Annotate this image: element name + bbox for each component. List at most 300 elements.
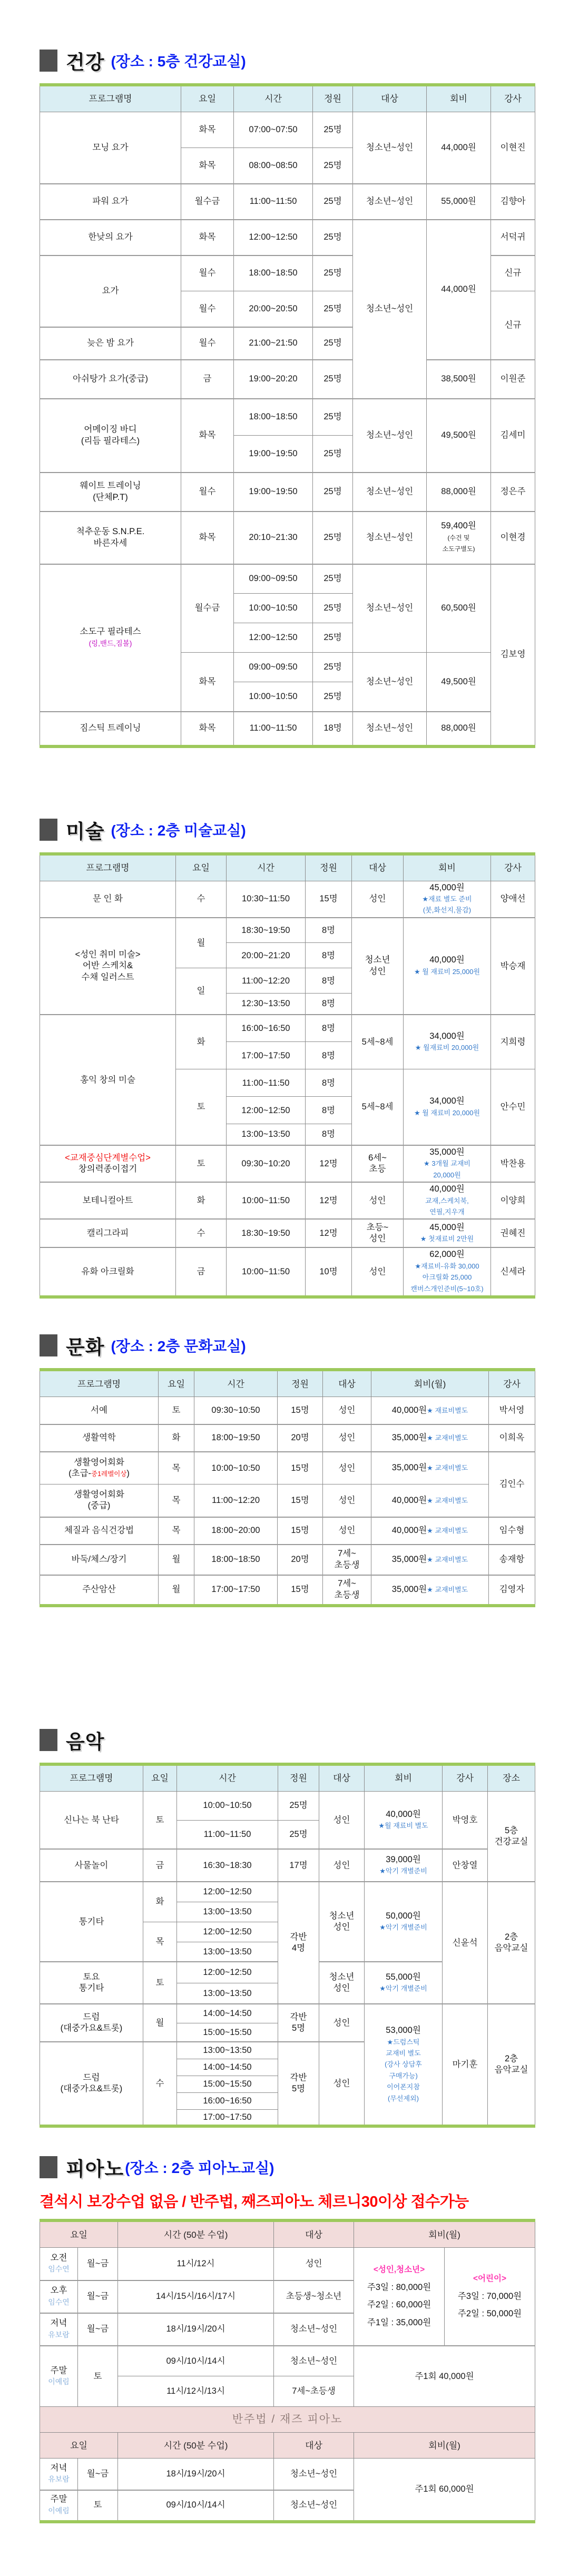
table-cell: 09시/10시/14시 [118, 2490, 274, 2522]
table-cell: 18:30~19:50 [227, 1219, 306, 1247]
table-cell: 40,000원 교재,스케치북, 연필,지우개 [404, 1182, 491, 1219]
table-cell: 40,000원★ 재료비별도 [371, 1397, 489, 1424]
header-cell: 회비 [404, 854, 491, 881]
header-row [40, 2433, 535, 2459]
header-cell: 강사 [491, 85, 535, 112]
table-cell: 청소년 성인 [319, 1962, 365, 2004]
table-cell: 44,000원 [427, 220, 491, 360]
table-cell: 35,000원★ 교재비별도 [371, 1575, 489, 1606]
table-cell: 월수금 [181, 564, 234, 653]
culture-table [40, 1368, 535, 1607]
header-cell: 회비(월) [354, 2433, 535, 2459]
table-row [40, 360, 535, 399]
table-cell: 25명 [313, 512, 353, 564]
table-cell: 09:00~09:50 [234, 653, 313, 682]
table-cell: 안수민 [491, 1069, 535, 1145]
table-row [40, 1484, 535, 1517]
section-music-title-row [40, 1726, 569, 1754]
table-cell: 척추운동 S.N.P.E. 바른자세 [40, 512, 181, 564]
table-cell: 금 [176, 1247, 227, 1297]
header-cell: 회비 [427, 85, 491, 112]
header-cell: 정원 [278, 1764, 319, 1792]
table-cell: 월 [159, 1575, 194, 1606]
table-cell: 목 [159, 1517, 194, 1545]
table-cell: 09:30~10:50 [194, 1397, 278, 1424]
table-cell: 13:00~13:50 [177, 1942, 278, 1962]
table-cell: 통기타 [40, 1882, 143, 1962]
table-cell: 늦은 밤 요가 [40, 327, 181, 360]
table-cell: 15명 [278, 1397, 323, 1424]
table-cell: 초등~ 성인 [352, 1219, 404, 1247]
table-cell: 신규 [491, 291, 535, 360]
section-bullet-icon [40, 1729, 57, 1751]
header-cell: 시간 [227, 854, 306, 881]
table-cell: 12명 [306, 1145, 352, 1182]
table-cell: 이원준 [491, 360, 535, 399]
header-cell: 회비(월) [371, 1370, 489, 1397]
table-cell: 청소년~성인 [353, 653, 427, 712]
table-cell: 11:00~11:50 [234, 712, 313, 746]
table-cell: 13:00~13:50 [227, 1124, 306, 1145]
table-cell: 18:00~18:50 [234, 399, 313, 436]
table-cell: 25명 [313, 112, 353, 148]
table-cell: 09시/10시/14시 [118, 2346, 274, 2376]
table-cell: 월 [176, 918, 227, 968]
table-cell: 11:00~11:50 [234, 184, 313, 220]
header-cell: 시간 (50분 수업) [118, 2220, 274, 2248]
table-row [40, 2459, 535, 2490]
section-title: 문화 [66, 1336, 105, 1359]
table-cell: 6세~ 초등 [352, 1145, 404, 1182]
table-cell: 11:00~11:50 [177, 1820, 278, 1849]
table-cell: 10:00~10:50 [194, 1452, 278, 1484]
table-cell: 이현경 [491, 512, 535, 564]
table-cell: 5세~8세 [352, 1069, 404, 1145]
table-cell: 8명 [306, 1042, 352, 1069]
table-cell: 이현진 [491, 112, 535, 184]
section-piano-title-row [40, 2153, 569, 2181]
section-gap [40, 1607, 569, 1726]
table-cell: 11시/12시 [118, 2248, 274, 2280]
table-cell: 88,000원 [427, 712, 491, 746]
table-cell: 월~금 [78, 2280, 118, 2313]
table-row [40, 1424, 535, 1452]
table-cell: 25명 [313, 148, 353, 184]
table-cell: 청소년~성인 [274, 2459, 354, 2490]
table-cell: 8명 [306, 918, 352, 943]
table-cell: 88,000원 [427, 473, 491, 512]
table-cell: 18:00~18:50 [234, 255, 313, 291]
table-cell: 월수 [181, 255, 234, 291]
section-location: (장소 : 2층 미술교실) [111, 822, 246, 839]
header-cell: 회비 [365, 1764, 443, 1792]
table-cell: 8명 [306, 994, 352, 1015]
table-cell: 15명 [278, 1452, 323, 1484]
table-cell: <성인,청소년> 주3일 : 80,000원 주2일 : 60,000원 주1일 : 35,000원 [354, 2248, 445, 2346]
table-cell: 김세미 [491, 399, 535, 473]
table-cell: 송재항 [489, 1545, 535, 1575]
section-gap [40, 1299, 569, 1331]
table-cell: 11:00~12:20 [194, 1484, 278, 1517]
table-cell: 청소년~성인 [353, 712, 427, 746]
table-cell: 39,000원 ★악기 개별준비 [365, 1849, 443, 1882]
section-title: 건강 [66, 52, 105, 73]
table-cell: 성인 [319, 1791, 365, 1849]
table-cell: 17:00~17:50 [194, 1575, 278, 1606]
header-cell: 대상 [352, 854, 404, 881]
table-cell: 저녁 유보람 [40, 2459, 78, 2490]
table-cell: 청소년~성인 [274, 2490, 354, 2522]
band-cell: 반주법 / 재즈 피아노 [40, 2407, 535, 2433]
table-cell: 45,000원 ★재료 별도 준비 (붓,화선지,물감) [404, 881, 491, 918]
table-cell: 주말 이예림 [40, 2346, 78, 2407]
table-cell: 09:30~10:20 [227, 1145, 306, 1182]
table-cell: 웨이트 트레이닝 (단체P.T) [40, 473, 181, 512]
table-cell: 40,000원★ 교재비별도 [371, 1484, 489, 1517]
table-cell: 신윤석 [443, 1882, 488, 2004]
table-cell: 16:00~16:50 [177, 2092, 278, 2109]
table-cell: 20:10~21:30 [234, 512, 313, 564]
header-cell: 강사 [489, 1370, 535, 1397]
table-cell: 드럼 (대중가요&트롯) [40, 2004, 143, 2042]
table-cell: 화 [143, 1882, 177, 1922]
table-row [40, 564, 535, 594]
table-cell: 8명 [306, 968, 352, 994]
table-cell: 파워 요가 [40, 184, 181, 220]
table-cell: 25명 [313, 255, 353, 291]
table-cell: 월수 [181, 291, 234, 327]
table-cell: 신세라 [491, 1247, 535, 1297]
table-row [40, 112, 535, 148]
table-cell: 월 [143, 2004, 177, 2042]
section-location: (장소 : 5층 건강교실) [111, 53, 246, 70]
table-cell: 7세~ 초등생 [323, 1545, 371, 1575]
table-cell: 49,500원 [427, 653, 491, 712]
table-cell: 25명 [313, 436, 353, 473]
table-cell: 18:00~19:50 [194, 1424, 278, 1452]
table-cell: 각반 5명 [278, 2004, 319, 2042]
music-table [40, 1763, 535, 2128]
table-cell: 금 [181, 360, 234, 399]
header-row [40, 1764, 535, 1792]
table-cell: 17:00~17:50 [227, 1042, 306, 1069]
table-cell: 20:00~20:50 [234, 291, 313, 327]
table-cell: 55,000원 [427, 184, 491, 220]
table-cell: 생활영어회화 (중급) [40, 1484, 159, 1517]
section-art [40, 815, 569, 1299]
table-cell: 청소년 성인 [352, 918, 404, 1015]
table-cell: 12:00~12:50 [177, 1962, 278, 1983]
table-cell: 정은주 [491, 473, 535, 512]
table-row [40, 881, 535, 918]
header-cell: 요일 [159, 1370, 194, 1397]
table-cell: 25명 [313, 653, 353, 682]
table-cell: 주1회 40,000원 [354, 2346, 535, 2407]
table-cell: 오전 임수연 [40, 2248, 78, 2280]
table-cell: 토 [143, 1962, 177, 2004]
table-cell: 화 [176, 1015, 227, 1069]
table-cell: 성인 [274, 2248, 354, 2280]
table-cell: 25명 [278, 1791, 319, 1820]
table-cell: 60,500원 [427, 564, 491, 653]
table-cell: 김보영 [491, 564, 535, 746]
table-row [40, 220, 535, 255]
table-cell: 7세~ 초등생 [323, 1575, 371, 1606]
table-cell: 16:00~16:50 [227, 1015, 306, 1042]
table-cell: 25명 [313, 564, 353, 594]
table-row [40, 1015, 535, 1042]
health-table [40, 83, 535, 748]
table-cell: 21:00~21:50 [234, 327, 313, 360]
table-cell: 청소년~성인 [353, 184, 427, 220]
table-cell: 수 [143, 2042, 177, 2126]
table-cell: 청소년~성인 [353, 399, 427, 473]
table-cell: 14시/15시/16시/17시 [118, 2280, 274, 2313]
table-cell: 문 인 화 [40, 881, 176, 918]
table-cell: 성인 [319, 2042, 365, 2126]
table-cell: 금 [143, 1849, 177, 1882]
header-cell: 시간 [234, 85, 313, 112]
table-cell: 청소년~성인 [353, 112, 427, 184]
table-cell: 10:30~11:50 [227, 881, 306, 918]
table-cell: 토요 통기타 [40, 1962, 143, 2004]
table-cell: 12:00~12:50 [177, 1882, 278, 1902]
table-cell: 08:00~08:50 [234, 148, 313, 184]
table-cell: 서예 [40, 1397, 159, 1424]
table-cell: 11시/12시/13시 [118, 2376, 274, 2407]
table-cell: 40,000원 ★월 재료비 별도 [365, 1791, 443, 1849]
header-cell: 회비(월) [354, 2220, 535, 2248]
header-cell: 강사 [491, 854, 535, 881]
table-cell: 34,000원 ★ 월 재료비 20,000원 [404, 1069, 491, 1145]
table-cell: 성인 [323, 1484, 371, 1517]
table-cell: 주1회 60,000원 [354, 2459, 535, 2522]
table-cell: 13:00~13:50 [177, 2042, 278, 2059]
table-cell: 성인 [319, 1849, 365, 1882]
table-cell: 12:30~13:50 [227, 994, 306, 1015]
table-cell: 박찬용 [491, 1145, 535, 1182]
table-cell: 15명 [278, 1575, 323, 1606]
table-cell: 25명 [313, 399, 353, 436]
header-cell: 시간 [177, 1764, 278, 1792]
table-cell: 17:00~17:50 [177, 2109, 278, 2126]
table-cell: 토 [176, 1145, 227, 1182]
table-cell: 25명 [313, 184, 353, 220]
table-cell: 각반 5명 [278, 2042, 319, 2126]
table-cell: 성인 [323, 1424, 371, 1452]
table-cell: 각반 4명 [278, 1882, 319, 2004]
table-cell: 사물놀이 [40, 1849, 143, 1882]
table-cell: 18명 [313, 712, 353, 746]
table-row [40, 1791, 535, 1820]
table-cell: 성인 [323, 1397, 371, 1424]
table-row [40, 2346, 535, 2376]
header-cell: 프로그램명 [40, 854, 176, 881]
table-cell: 서덕귀 [491, 220, 535, 255]
table-cell: 20명 [278, 1424, 323, 1452]
table-cell: 18:00~18:50 [194, 1545, 278, 1575]
table-cell: 목 [143, 1922, 177, 1962]
table-cell: 마기훈 [443, 2004, 488, 2126]
table-row [40, 1145, 535, 1182]
table-row [40, 918, 535, 943]
table-cell: 모닝 요가 [40, 112, 181, 184]
table-cell: 50,000원 ★악기 개별준비 [365, 1882, 443, 1962]
table-cell: 25명 [313, 473, 353, 512]
table-cell: 김인수 [489, 1452, 535, 1517]
section-bullet-icon [40, 50, 57, 72]
table-row [40, 1397, 535, 1424]
header-cell: 요일 [176, 854, 227, 881]
section-location: (장소 : 2층 문화교실) [111, 1338, 246, 1355]
table-cell: 8명 [306, 1069, 352, 1097]
table-cell: 18:30~19:50 [227, 918, 306, 943]
table-cell: 토 [143, 1791, 177, 1849]
section-title: 음악 [66, 1731, 105, 1753]
piano-absence-warning: 결석시 보강수업 없음 / 반주법, 째즈피아노 체르니30이상 접수가능 [40, 2194, 469, 2211]
table-cell: 청소년~성인 [353, 564, 427, 653]
table-cell: 월~금 [78, 2459, 118, 2490]
table-cell: 오후 임수연 [40, 2280, 78, 2313]
header-cell: 대상 [323, 1370, 371, 1397]
table-cell: 49,500원 [427, 399, 491, 473]
table-cell: 안창열 [443, 1849, 488, 1882]
table-cell: 8명 [306, 1097, 352, 1124]
header-cell: 장소 [488, 1764, 535, 1792]
table-cell: 일 [176, 968, 227, 1015]
header-cell: 대상 [319, 1764, 365, 1792]
table-cell: 8명 [306, 1015, 352, 1042]
header-cell: 대상 [353, 85, 427, 112]
table-cell: 8명 [306, 1124, 352, 1145]
table-cell: 8명 [306, 943, 352, 968]
table-cell: 2층 음악교실 [488, 2004, 535, 2126]
table-cell: 12:00~12:50 [227, 1097, 306, 1124]
table-cell: 화목 [181, 512, 234, 564]
table-cell: 18시/19시/20시 [118, 2459, 274, 2490]
table-cell: 09:00~09:50 [234, 564, 313, 594]
table-cell: 11:00~12:20 [227, 968, 306, 994]
table-cell: 13:00~13:50 [177, 1902, 278, 1922]
table-cell: 이희옥 [489, 1424, 535, 1452]
table-cell: 바둑/체스/장기 [40, 1545, 159, 1575]
header-cell: 강사 [443, 1764, 488, 1792]
table-cell: 10:00~11:50 [227, 1182, 306, 1219]
section-culture [40, 1331, 569, 1607]
table-cell: 35,000원★ 교재비별도 [371, 1545, 489, 1575]
header-cell: 요일 [40, 2433, 118, 2459]
table-cell: <어린이> 주3일 : 70,000원 주2일 : 50,000원 [445, 2248, 535, 2346]
header-cell: 시간 [194, 1370, 278, 1397]
table-cell: 초등생~청소년 [274, 2280, 354, 2313]
header-row [40, 1370, 535, 1397]
table-cell: 소도구 필라테스 (링,밴드,짐볼) [40, 564, 181, 712]
header-cell: 정원 [306, 854, 352, 881]
header-cell: 프로그램명 [40, 85, 181, 112]
table-cell: 화목 [181, 399, 234, 473]
table-cell: 토 [159, 1397, 194, 1424]
table-cell: 월~금 [78, 2313, 118, 2346]
table-cell: 25명 [313, 220, 353, 255]
table-cell: 5세~8세 [352, 1015, 404, 1069]
table-cell: 25명 [313, 360, 353, 399]
table-cell: 화목 [181, 712, 234, 746]
table-cell: 유화 아크릴화 [40, 1247, 176, 1297]
table-cell: <성인 취미 미술> 어반 스케치& 수채 일러스트 [40, 918, 176, 1015]
table-row [40, 184, 535, 220]
table-cell: 20:00~21:20 [227, 943, 306, 968]
table-cell: 12:00~12:50 [177, 1922, 278, 1942]
table-cell: 이양희 [491, 1182, 535, 1219]
table-cell: 월 [159, 1545, 194, 1575]
section-title: 미술 [66, 820, 105, 842]
table-cell: 15명 [306, 881, 352, 918]
table-cell: 화 [176, 1182, 227, 1219]
table-cell: 19:00~20:20 [234, 360, 313, 399]
table-cell: 청소년~성인 [353, 473, 427, 512]
table-cell: 토 [78, 2490, 118, 2522]
table-cell: 10명 [306, 1247, 352, 1297]
table-cell: 19:00~19:50 [234, 473, 313, 512]
table-cell: 35,000원★ 교재비별도 [371, 1424, 489, 1452]
table-cell: 화목 [181, 148, 234, 184]
table-cell: 캘리그라피 [40, 1219, 176, 1247]
header-cell: 프로그램명 [40, 1370, 159, 1397]
table-cell: 임수형 [489, 1517, 535, 1545]
table-cell: 토 [78, 2346, 118, 2407]
table-cell: 김영자 [489, 1575, 535, 1606]
table-cell: 62,000원 ★재료비-유화 30,000 아크릴화 25,000 캔버스개인준비(5~10호) [404, 1247, 491, 1297]
table-cell: 화 [159, 1424, 194, 1452]
header-cell: 요일 [143, 1764, 177, 1792]
table-cell: <교재중심단계별수업> 창의력종이접기 [40, 1145, 176, 1182]
table-cell: 45,000원 ★ 첫재료비 2만원 [404, 1219, 491, 1247]
table-row [40, 712, 535, 746]
table-cell: 월~금 [78, 2248, 118, 2280]
table-cell: 박서영 [489, 1397, 535, 1424]
table-cell: 59,400원 (수건 및 소도구별도) [427, 512, 491, 564]
table-cell: 2층 음악교실 [488, 1882, 535, 2004]
table-cell: 20명 [278, 1545, 323, 1575]
table-cell: 15:00~15:50 [177, 2023, 278, 2042]
table-cell: 14:00~14:50 [177, 2059, 278, 2076]
table-cell: 18:00~20:00 [194, 1517, 278, 1545]
table-cell: 12명 [306, 1219, 352, 1247]
header-cell: 정원 [278, 1370, 323, 1397]
table-cell: 한낮의 요가 [40, 220, 181, 255]
band-row [40, 2407, 535, 2433]
table-cell: 권혜진 [491, 1219, 535, 1247]
table-cell: 53,000원 ★드럼스틱 교재비 별도 (강사 상담후 구매가능) 이어폰지참 (무선제외) [365, 2004, 443, 2126]
table-cell: 드럼 (대중가요&트롯) [40, 2042, 143, 2126]
table-cell: 35,000원 ★ 3개월 교재비 20,000원 [404, 1145, 491, 1182]
table-cell: 25명 [313, 327, 353, 360]
table-cell: 15명 [278, 1484, 323, 1517]
table-cell: 화목 [181, 653, 234, 712]
table-cell: 화목 [181, 112, 234, 148]
table-row [40, 1247, 535, 1297]
table-cell: 수 [176, 1219, 227, 1247]
table-cell: 신규 [491, 255, 535, 291]
table-cell: 12:00~12:50 [234, 623, 313, 653]
table-cell: 5층 건강교실 [488, 1791, 535, 1882]
table-cell: 청소년~성인 [353, 220, 427, 399]
table-cell: 청소년~성인 [274, 2313, 354, 2346]
table-cell: 월수 [181, 473, 234, 512]
section-title: 피아노 [66, 2158, 124, 2180]
table-row [40, 1575, 535, 1606]
section-culture-title-row [40, 1331, 569, 1360]
